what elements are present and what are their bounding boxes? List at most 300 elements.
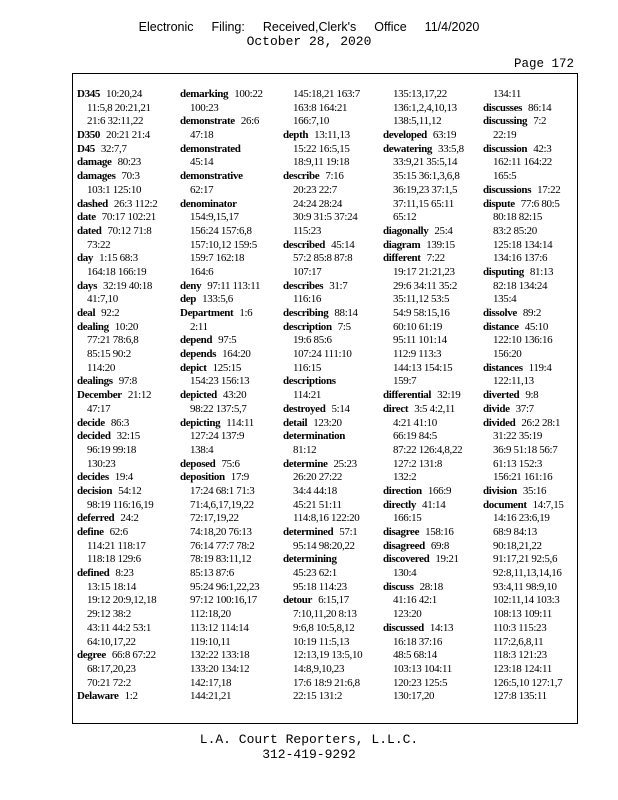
index-line <box>283 375 362 389</box>
index-refs: 36:9 51:18 56:7 <box>493 443 558 456</box>
index-refs: 25:4 <box>434 224 453 237</box>
index-line <box>483 677 564 691</box>
index-refs: 48:5 68:14 <box>393 649 437 662</box>
index-refs: 62:17 <box>190 183 214 196</box>
index-line <box>283 690 362 704</box>
index-refs: 154:23 156:13 <box>190 375 250 388</box>
index-refs: 14:7,15 <box>532 498 564 511</box>
index-line <box>383 499 464 513</box>
index-term: differential <box>383 389 432 402</box>
index-term: days <box>77 279 97 292</box>
footer <box>0 732 618 762</box>
index-line <box>383 184 464 198</box>
index-line <box>180 608 263 622</box>
index-line <box>383 362 464 376</box>
index-term: describes <box>283 279 324 292</box>
index-line <box>483 375 564 389</box>
index-refs: 47:18 <box>190 129 214 142</box>
index-refs: 1:6 <box>239 307 253 319</box>
index-refs: 138:5,11,12 <box>393 115 442 128</box>
index-line <box>283 622 362 636</box>
index-line <box>483 170 564 184</box>
index-refs: 33:9,21 35:5,14 <box>393 156 458 169</box>
index-line <box>283 266 362 280</box>
index-line <box>383 649 464 663</box>
index-refs: 14:13 <box>429 621 454 634</box>
index-refs: 77:6 80:5 <box>520 197 560 210</box>
index-line <box>283 608 362 622</box>
index-line <box>383 293 464 307</box>
index-refs: 157:10,12 159:5 <box>190 238 257 251</box>
index-line <box>77 375 157 389</box>
index-term: distance <box>483 320 519 333</box>
index-line <box>77 280 157 294</box>
index-refs: 127:2 131:8 <box>393 457 443 470</box>
index-refs: 159:7 162:18 <box>190 252 245 265</box>
index-line <box>383 622 464 636</box>
index-line <box>77 581 157 595</box>
index-refs: 122:10 136:16 <box>493 334 553 347</box>
index-line <box>483 102 564 116</box>
index-refs: 103:1 125:10 <box>87 183 142 196</box>
index-refs: 32:19 <box>437 389 461 402</box>
index-line <box>283 430 362 444</box>
index-line <box>383 458 464 472</box>
index-line <box>180 499 263 513</box>
index-refs: 81:12 <box>293 443 317 456</box>
index-refs: 144:21,21 <box>190 690 232 703</box>
index-refs: 12:13,19 13:5,10 <box>293 649 363 662</box>
index-line <box>283 143 362 157</box>
index-refs: 66:19 84:5 <box>393 430 437 443</box>
index-refs: 10:20 <box>114 320 139 333</box>
index-refs: 132:2 <box>393 471 417 484</box>
index-line <box>180 512 263 526</box>
index-line <box>483 690 564 704</box>
index-column-5 <box>483 88 564 704</box>
index-line <box>180 129 263 143</box>
index-line <box>483 266 564 280</box>
index-term: description <box>283 320 332 333</box>
index-refs: 118:18 129:6 <box>87 553 141 566</box>
index-refs: 136:1,2,4,10,13 <box>393 101 457 114</box>
index-refs: 13:11,13 <box>314 129 350 142</box>
index-refs: 45:14 <box>331 238 355 251</box>
index-line <box>283 540 362 554</box>
index-line <box>483 430 564 444</box>
index-term: discovered <box>383 553 430 566</box>
index-line <box>483 198 564 212</box>
index-line <box>77 622 157 636</box>
index-term: decide <box>77 416 105 429</box>
index-line <box>180 417 263 431</box>
index-term: describe <box>283 170 320 183</box>
index-refs: 6:15,17 <box>318 594 349 607</box>
index-line <box>283 553 362 567</box>
index-line <box>483 512 564 526</box>
index-refs: 65:12 <box>393 211 417 224</box>
index-refs: 41:7,10 <box>87 293 118 306</box>
index-term: determine <box>283 457 328 470</box>
index-line <box>180 225 263 239</box>
index-line <box>77 143 157 157</box>
index-line <box>383 594 464 608</box>
index-term: division <box>483 484 517 497</box>
index-line <box>180 252 263 266</box>
index-line <box>483 622 564 636</box>
index-line <box>283 88 362 102</box>
index-line <box>483 471 564 485</box>
index-term: disputing <box>483 265 524 278</box>
index-refs: 62:6 <box>109 526 128 538</box>
index-refs: 87:22 126:4,8,22 <box>393 443 463 456</box>
index-line <box>77 88 157 102</box>
index-term: determining <box>283 553 337 566</box>
index-refs: 8:23 <box>115 567 134 580</box>
index-line <box>383 471 464 485</box>
index-line <box>180 403 263 417</box>
index-refs: 98:22 137:5,7 <box>190 402 247 415</box>
index-line <box>283 485 362 499</box>
index-line <box>283 458 362 472</box>
index-term: demonstrate <box>180 115 235 128</box>
index-line <box>180 115 263 129</box>
index-line <box>383 239 464 253</box>
index-refs: 43:20 <box>222 389 247 402</box>
index-line <box>180 389 263 403</box>
index-line <box>77 293 157 307</box>
index-line <box>77 403 157 417</box>
filing-office: Office <box>374 20 407 34</box>
index-line <box>283 512 362 526</box>
index-line <box>383 334 464 348</box>
index-line <box>283 307 362 321</box>
index-refs: 54:9 58:15,16 <box>393 307 450 319</box>
index-line <box>483 526 564 540</box>
index-line <box>283 362 362 376</box>
index-refs: 85:13 87:6 <box>190 567 234 580</box>
index-line <box>283 444 362 458</box>
index-column-4 <box>383 88 464 704</box>
index-line <box>383 102 464 116</box>
index-refs: 123:18 124:11 <box>493 662 552 675</box>
index-line <box>483 608 564 622</box>
index-refs: 17:22 <box>537 183 561 196</box>
index-term: determination <box>283 430 346 443</box>
index-refs: 166:7,10 <box>293 115 330 128</box>
index-refs: 127:24 137:9 <box>190 430 245 443</box>
index-line <box>180 540 263 554</box>
index-line <box>483 239 564 253</box>
index-term: different <box>383 252 421 265</box>
index-refs: 130:17,20 <box>393 690 435 703</box>
index-refs: 164:20 <box>222 348 251 361</box>
index-line <box>180 485 263 499</box>
index-refs: 11:5,8 20:21,21 <box>87 101 151 114</box>
index-line <box>383 567 464 581</box>
index-refs: 45:21 51:11 <box>293 498 342 511</box>
index-line <box>383 252 464 266</box>
index-line <box>77 348 157 362</box>
index-refs: 10:19 11:5,13 <box>293 635 350 648</box>
index-refs: 95:14 98:20,22 <box>293 539 355 552</box>
index-refs: 163:8 164:21 <box>293 101 348 114</box>
index-refs: 73:22 <box>87 238 111 251</box>
index-line <box>483 156 564 170</box>
index-line <box>77 663 157 677</box>
index-refs: 7:2 <box>533 115 547 128</box>
index-refs: 97:11 113:11 <box>207 279 261 292</box>
index-term: Delaware <box>77 690 119 703</box>
index-line <box>77 102 157 116</box>
index-refs: 107:24 111:10 <box>293 348 352 361</box>
index-refs: 164:6 <box>190 265 214 278</box>
index-term: descriptions <box>283 375 336 388</box>
index-refs: 120:23 125:5 <box>393 676 448 689</box>
index-term: Department <box>180 307 234 319</box>
index-line <box>483 499 564 513</box>
index-term: distances <box>483 361 523 374</box>
index-line <box>77 690 157 704</box>
index-refs: 113:12 114:14 <box>190 621 249 634</box>
index-line <box>180 594 263 608</box>
index-column-2 <box>180 88 263 704</box>
index-line <box>180 526 263 540</box>
index-term: deposition <box>180 471 225 484</box>
index-line <box>483 293 564 307</box>
index-term: depict <box>180 361 207 374</box>
index-term: December <box>77 389 122 402</box>
index-line <box>383 581 464 595</box>
index-refs: 22:15 131:2 <box>293 690 343 703</box>
index-line <box>383 143 464 157</box>
index-line <box>483 280 564 294</box>
index-term: degree <box>77 649 106 662</box>
index-refs: 156:20 <box>493 348 522 361</box>
index-refs: 127:8 135:11 <box>493 690 547 703</box>
index-refs: 29:12 38:2 <box>87 608 131 621</box>
index-refs: 126:5,10 127:1,7 <box>493 676 563 689</box>
index-line <box>77 608 157 622</box>
index-refs: 112:9 113:3 <box>393 348 442 361</box>
index-refs: 83:2 85:20 <box>493 224 537 237</box>
index-line <box>283 280 362 294</box>
filing-stamp <box>0 20 618 34</box>
index-refs: 114:21 118:17 <box>87 539 146 552</box>
index-line <box>77 198 157 212</box>
index-line <box>383 307 464 321</box>
index-refs: 125:18 134:14 <box>493 238 553 251</box>
index-line <box>77 499 157 513</box>
index-refs: 7:5 <box>337 320 351 333</box>
index-term: date <box>77 211 96 224</box>
index-refs: 90:18,21,22 <box>493 539 542 552</box>
index-refs: 85:15 90:2 <box>87 348 131 361</box>
index-refs: 33:5,8 <box>438 142 464 155</box>
index-refs: 26:20 27:22 <box>293 471 343 484</box>
index-term: discussing <box>483 115 528 128</box>
index-term: direction <box>383 484 422 497</box>
index-line <box>383 156 464 170</box>
index-refs: 7:16 <box>325 170 344 183</box>
index-line <box>180 663 263 677</box>
index-line <box>283 102 362 116</box>
index-refs: 76:14 77:7 78:2 <box>190 539 255 552</box>
index-refs: 20:23 22:7 <box>293 183 337 196</box>
index-line <box>483 334 564 348</box>
index-line <box>383 417 464 431</box>
index-line <box>283 211 362 225</box>
index-line <box>483 389 564 403</box>
reporter-phone: 312-419-9292 <box>262 747 356 762</box>
index-line <box>283 567 362 581</box>
index-term: determined <box>283 526 334 538</box>
index-line <box>483 403 564 417</box>
index-line <box>283 239 362 253</box>
index-line <box>77 417 157 431</box>
index-refs: 3:5 4:2,11 <box>414 402 455 415</box>
index-line <box>283 636 362 650</box>
index-refs: 24:2 <box>120 512 139 525</box>
index-line <box>283 389 362 403</box>
index-term: discussed <box>383 621 424 634</box>
filing-date: 11/4/2020 <box>424 20 480 34</box>
index-line <box>77 266 157 280</box>
index-line <box>283 225 362 239</box>
index-line <box>180 170 263 184</box>
index-term: D345 <box>77 88 101 100</box>
index-refs: 1:15 68:3 <box>99 252 138 265</box>
index-refs: 68:17,20,23 <box>87 662 136 675</box>
index-line <box>483 252 564 266</box>
index-line <box>283 581 362 595</box>
index-line <box>283 198 362 212</box>
index-refs: 34:4 44:18 <box>293 484 337 497</box>
index-refs: 45:23 62:1 <box>293 567 337 580</box>
index-line <box>383 321 464 335</box>
index-refs: 98:19 116:16,19 <box>87 498 154 511</box>
index-refs: 70:17 102:21 <box>101 211 156 224</box>
index-refs: 114:21 <box>293 389 322 402</box>
index-refs: 123:20 <box>393 608 422 621</box>
index-line <box>283 170 362 184</box>
index-refs: 158:16 <box>425 526 454 538</box>
index-refs: 164:18 166:19 <box>87 265 147 278</box>
index-line <box>483 594 564 608</box>
index-refs: 119:10,11 <box>190 635 231 648</box>
index-refs: 21:12 <box>127 389 152 402</box>
index-term: dealings <box>77 375 113 388</box>
index-refs: 63:19 <box>432 129 457 142</box>
index-line <box>283 663 362 677</box>
index-line <box>77 526 157 540</box>
index-refs: 86:3 <box>110 416 129 429</box>
index-line <box>383 690 464 704</box>
index-refs: 86:14 <box>528 101 552 114</box>
index-refs: 16:18 37:16 <box>393 635 443 648</box>
index-line <box>77 156 157 170</box>
index-refs: 70:21 72:2 <box>87 676 131 689</box>
index-line <box>283 348 362 362</box>
index-line <box>383 485 464 499</box>
index-term: disagreed <box>383 539 425 552</box>
index-line <box>383 553 464 567</box>
index-term: decides <box>77 471 109 484</box>
index-line <box>180 321 263 335</box>
page-number: Page 172 <box>513 57 574 71</box>
index-refs: 123:20 <box>313 416 342 429</box>
index-refs: 97:12 100:16,17 <box>190 594 257 607</box>
index-refs: 19:4 <box>114 471 133 484</box>
index-refs: 47:17 <box>87 402 111 415</box>
index-refs: 31:7 <box>329 279 348 292</box>
index-line <box>383 115 464 129</box>
index-line <box>77 307 157 321</box>
index-refs: 45:10 <box>524 320 549 333</box>
index-refs: 15:22 16:5,15 <box>293 142 350 155</box>
index-refs: 95:11 101:14 <box>393 334 447 347</box>
index-line <box>383 444 464 458</box>
index-refs: 18:9,11 19:18 <box>293 156 350 169</box>
index-line <box>283 156 362 170</box>
index-refs: 7:10,11,20 8:13 <box>293 608 357 621</box>
index-term: depth <box>283 129 309 142</box>
index-refs: 17:9 <box>230 471 249 484</box>
index-refs: 92:8,11,13,14,16 <box>493 567 562 580</box>
index-term: divided <box>483 416 516 429</box>
index-refs: 24:24 28:24 <box>293 197 343 210</box>
index-refs: 95:24 96:1,22,23 <box>190 580 260 593</box>
index-term: discussions <box>483 183 532 196</box>
index-line <box>180 307 263 321</box>
index-refs: 36:19,23 37:1,5 <box>393 183 458 196</box>
index-refs: 74:18,20 76:13 <box>190 526 252 538</box>
index-line <box>77 649 157 663</box>
index-refs: 107:17 <box>293 265 322 278</box>
index-line <box>483 88 564 102</box>
index-line <box>483 636 564 650</box>
index-line <box>383 540 464 554</box>
index-refs: 115:23 <box>293 224 322 237</box>
index-line <box>383 389 464 403</box>
index-line <box>180 362 263 376</box>
index-line <box>483 348 564 362</box>
index-refs: 133:5,6 <box>202 293 233 306</box>
index-refs: 43:11 44:2 53:1 <box>87 621 152 634</box>
index-refs: 42:3 <box>533 142 552 155</box>
index-refs: 118:3 121:23 <box>493 649 547 662</box>
index-refs: 134:16 137:6 <box>493 252 548 265</box>
index-refs: 26:6 <box>240 115 259 128</box>
index-term: defined <box>77 567 110 580</box>
index-line <box>383 280 464 294</box>
index-line <box>77 321 157 335</box>
index-term: directly <box>383 498 417 511</box>
index-term: deferred <box>77 512 115 525</box>
index-term: dep <box>180 293 197 306</box>
index-line <box>383 266 464 280</box>
index-refs: 114:20 <box>87 361 116 374</box>
index-term: discusses <box>483 101 523 114</box>
index-refs: 92:2 <box>101 307 120 319</box>
index-term: decided <box>77 430 111 443</box>
index-line <box>77 636 157 650</box>
index-line <box>180 690 263 704</box>
index-refs: 156:24 157:6,8 <box>190 224 252 237</box>
index-refs: 114:8,16 122:20 <box>293 512 360 525</box>
index-line <box>283 471 362 485</box>
index-refs: 130:4 <box>393 567 417 580</box>
